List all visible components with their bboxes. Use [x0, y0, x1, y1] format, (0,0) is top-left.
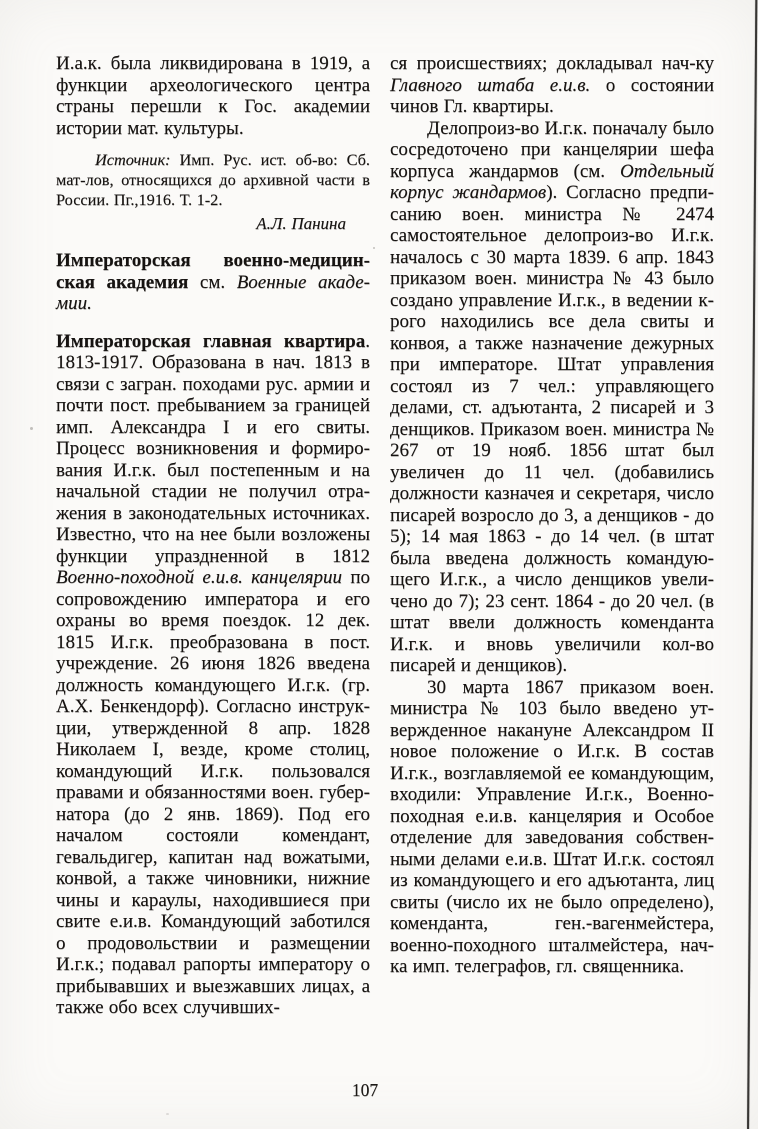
- left-column: [56, 53, 370, 1019]
- continued-text-paragraph: И.а.к. была ликвидирована в 1919, а функции археологического центра страны перешли к Гос. академии истории мат. культуры.: [56, 53, 370, 139]
- scan-speck: [166, 1113, 169, 1115]
- continued-entry-text: ся происшествиях; докладывал нач-ку Главного штаба е.и.в. о состоянии чинов Гл. квартиры.: [390, 53, 714, 117]
- paragraph-chancery-history: Делопроиз-во И.г.к. поначалу было сосредоточено при канцелярии шефа корпуса жандармов (см. Отдельный корпус жандармов). Согласно предписанию воен. министра № 2474 самостоятельное делопроиз-во И.г.к. началось с 30 марта 1839. 6 апр. 1843 приказом воен. министра № 43 было создано управление И.г.к., в ведении к-рого находились все дела свиты и конвоя, а также назначение дежурных при императоре. Штат управления состоял из 7 чел.: управляющего делами, ст. адъютанта, 2 писарей и 3 денщиков. Приказом воен. министра № 267 от 19 нояб. 1856 штат был увеличен до 11 чел. (добавились должности казначея и секретаря, число писарей возросло до 3, а денщиков - до 5); 14 мая 1863 - до 14 чел. (в штат была введена должность командующего И.г.к., а число денщиков увеличено до 7); 23 сент. 1864 - до 20 чел. (в штат ввели должность коменданта И.г.к. и вновь увеличили кол-во писарей и денщиков).: [390, 117, 714, 676]
- paragraph-1867-regulation: 30 марта 1867 приказом воен. министра № 103 было введено утвержденное накануне Александром II новое положение о И.г.к. В состав И.г.к., возглавляемой ее командующим, входили: Управление И.г.к., Военно-походная е.и.в. канцелярия и Особое отделение для заведования собственными делами е.и.в. Штат И.г.к. состоял из командующего и его адъютанта, лиц свиты (число их не было определено), коменданта, ген.-вагенмейстера, военно-походного шталмейстера, нач-ка имп. телеграфов, гл. священника.: [390, 676, 714, 977]
- scan-edge-line: [747, 0, 758, 1129]
- page-number: 107: [351, 1080, 379, 1100]
- entry-military-medical-academy: Императорская военно-медицинская академия см. Военные академии.: [56, 250, 370, 315]
- scan-speck: [30, 427, 33, 430]
- source-note: Источник: Имп. Рус. ист. об-во: Сб. мат-лов, относящихся до архивной части в России. Пг.,1916. Т. 1-2.: [56, 150, 370, 209]
- scan-speck: [373, 247, 375, 249]
- right-column: [390, 53, 714, 978]
- entry-imperial-main-apartment: Императорская главная квартира. 1813-1917. Образована в нач. 1813 в связи с загран. походами рус. армии и почти пост. пребыванием за границей имп. Александра I и его свиты. Процесс возникновения и формирования И.г.к. был постепенным и на начальной стадии не получил отражения в законодательных источниках. Известно, что на нее были возложены функции упраздненной в 1812 Военно-походной е.и.в. канцелярии по сопровождению императора и его охраны во время поездок. 12 дек. 1815 И.г.к. преобразована в пост. учреждение. 26 июня 1826 введена должность командующего И.г.к. (гр. А.Х. Бенкендорф). Согласно инструкции, утвержденной 8 апр. 1828 Николаем I, везде, кроме столиц, командующий И.г.к. пользовался правами и обязанностями воен. губернатора (до 2 янв. 1869). Под его началом состояли комендант, гевальдигер, капитан над вожатыми, конвой, а также чиновники, нижние чины и караулы, находившиеся при свите е.и.в. Командующий заботился о продовольствии и размещении И.г.к.; подавал рапорты императору о прибывавших и выезжавших лицах, а также обо всех случивших-: [56, 330, 371, 1019]
- author-signature: А.Л. Панина: [256, 214, 346, 234]
